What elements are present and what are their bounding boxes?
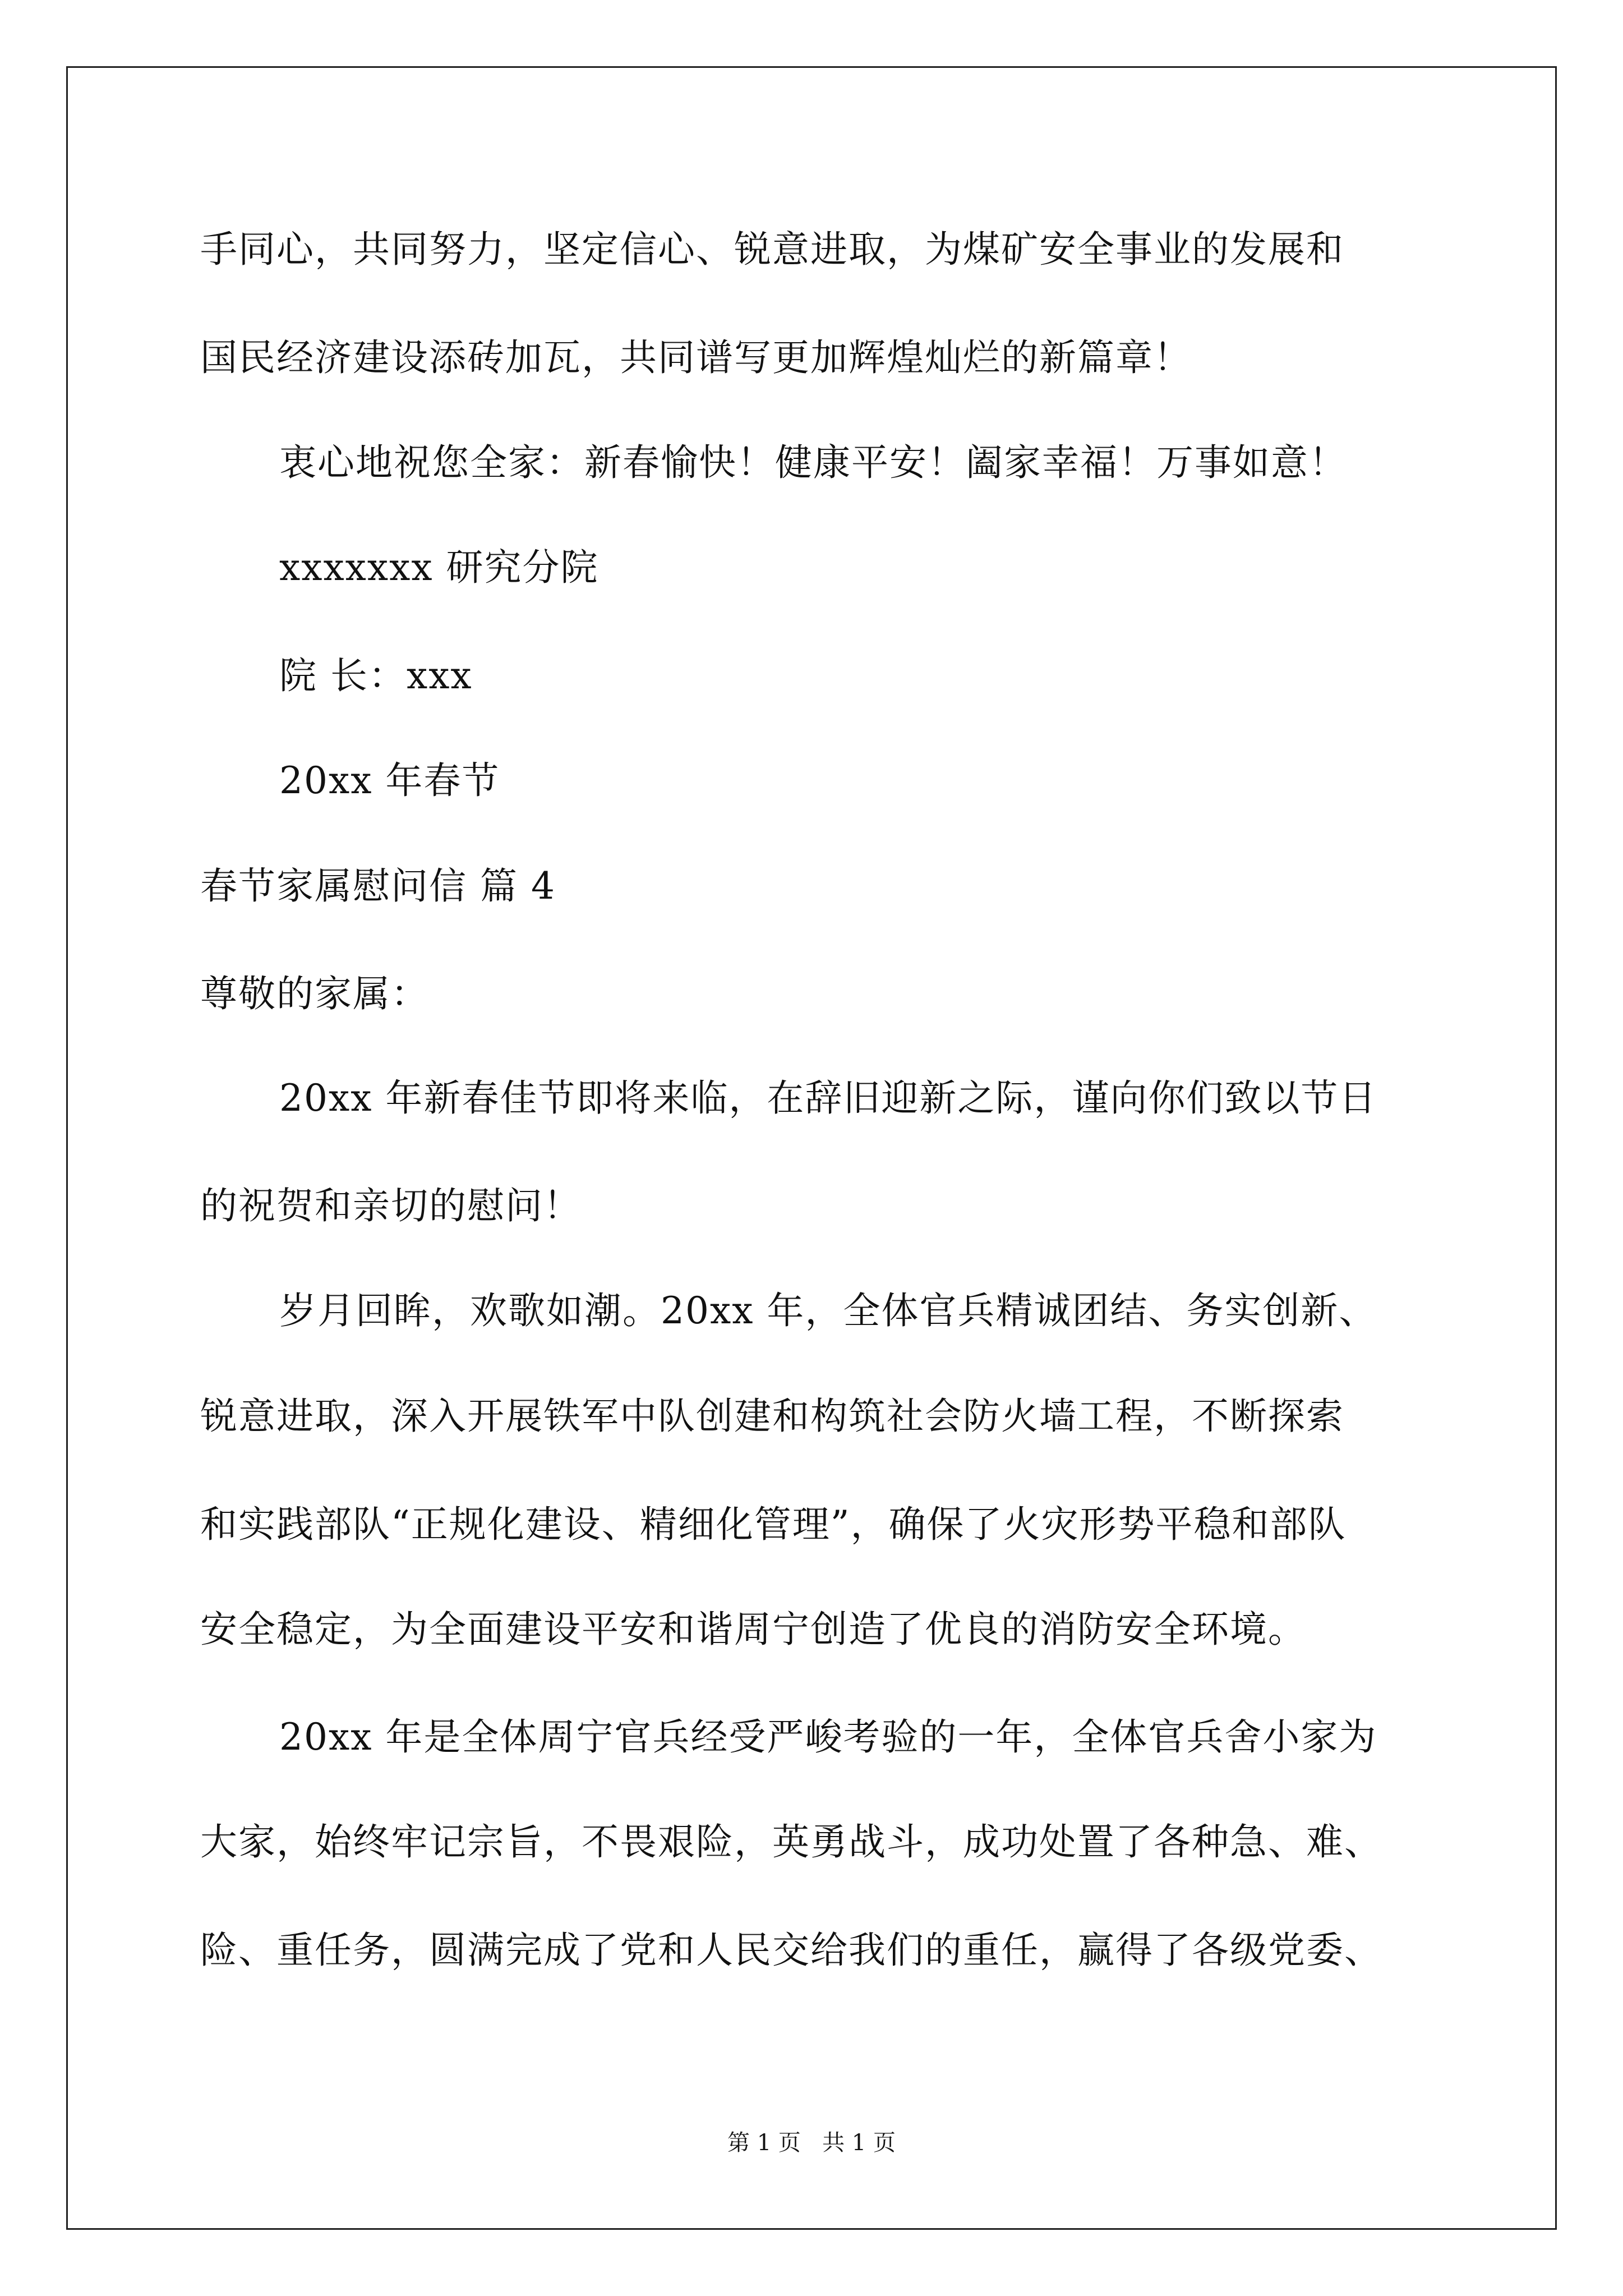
text-line: 安全稳定，为全面建设平安和谐周宁创造了优良的消防安全环境。 xyxy=(200,1608,1306,1651)
text-line: 大家，始终牢记宗旨，不畏艰险，英勇战斗，成功处置了各种急、难、 xyxy=(200,1820,1382,1864)
text-line: 20xx 年新春佳节即将来临，在辞旧迎新之际，谨向你们致以节日 xyxy=(279,1076,1377,1120)
page-footer: 第 1 页 共 1 页 xyxy=(727,2130,896,2156)
text-line: 手同心，共同努力，坚定信心、锐意进取，为煤矿安全事业的发展和 xyxy=(200,228,1344,271)
text-line: 20xx 年春节 xyxy=(279,759,500,802)
text-line: 锐意进取，深入开展铁军中队创建和构筑社会防火墙工程，不断探索 xyxy=(200,1395,1344,1438)
text-line: 岁月回眸，欢歌如潮。20xx 年，全体官兵精诚团结、务实创新、 xyxy=(279,1289,1377,1332)
text-line: 国民经济建设添砖加瓦，共同谱写更加辉煌灿烂的新篇章！ xyxy=(200,336,1192,379)
text-line: 20xx 年是全体周宁官兵经受严峻考验的一年，全体官兵舍小家为 xyxy=(279,1715,1377,1759)
text-line: xxxxxxx 研究分院 xyxy=(279,546,599,589)
section-heading: 春节家属慰问信 篇 4 xyxy=(200,864,556,908)
salutation: 尊敬的家属： xyxy=(200,972,429,1015)
text-line: 衷心地祝您全家：新春愉快！健康平安！阖家幸福！万事如意！ xyxy=(279,441,1347,484)
page-border xyxy=(66,66,1557,2230)
text-line: 院 长：xxx xyxy=(279,654,473,697)
text-line: 险、重任务，圆满完成了党和人民交给我们的重任，赢得了各级党委、 xyxy=(200,1929,1382,1972)
text-line: 和实践部队“正规化建设、精细化管理”，确保了火灾形势平稳和部队 xyxy=(200,1503,1347,1546)
text-line: 的祝贺和亲切的慰问！ xyxy=(200,1184,582,1227)
